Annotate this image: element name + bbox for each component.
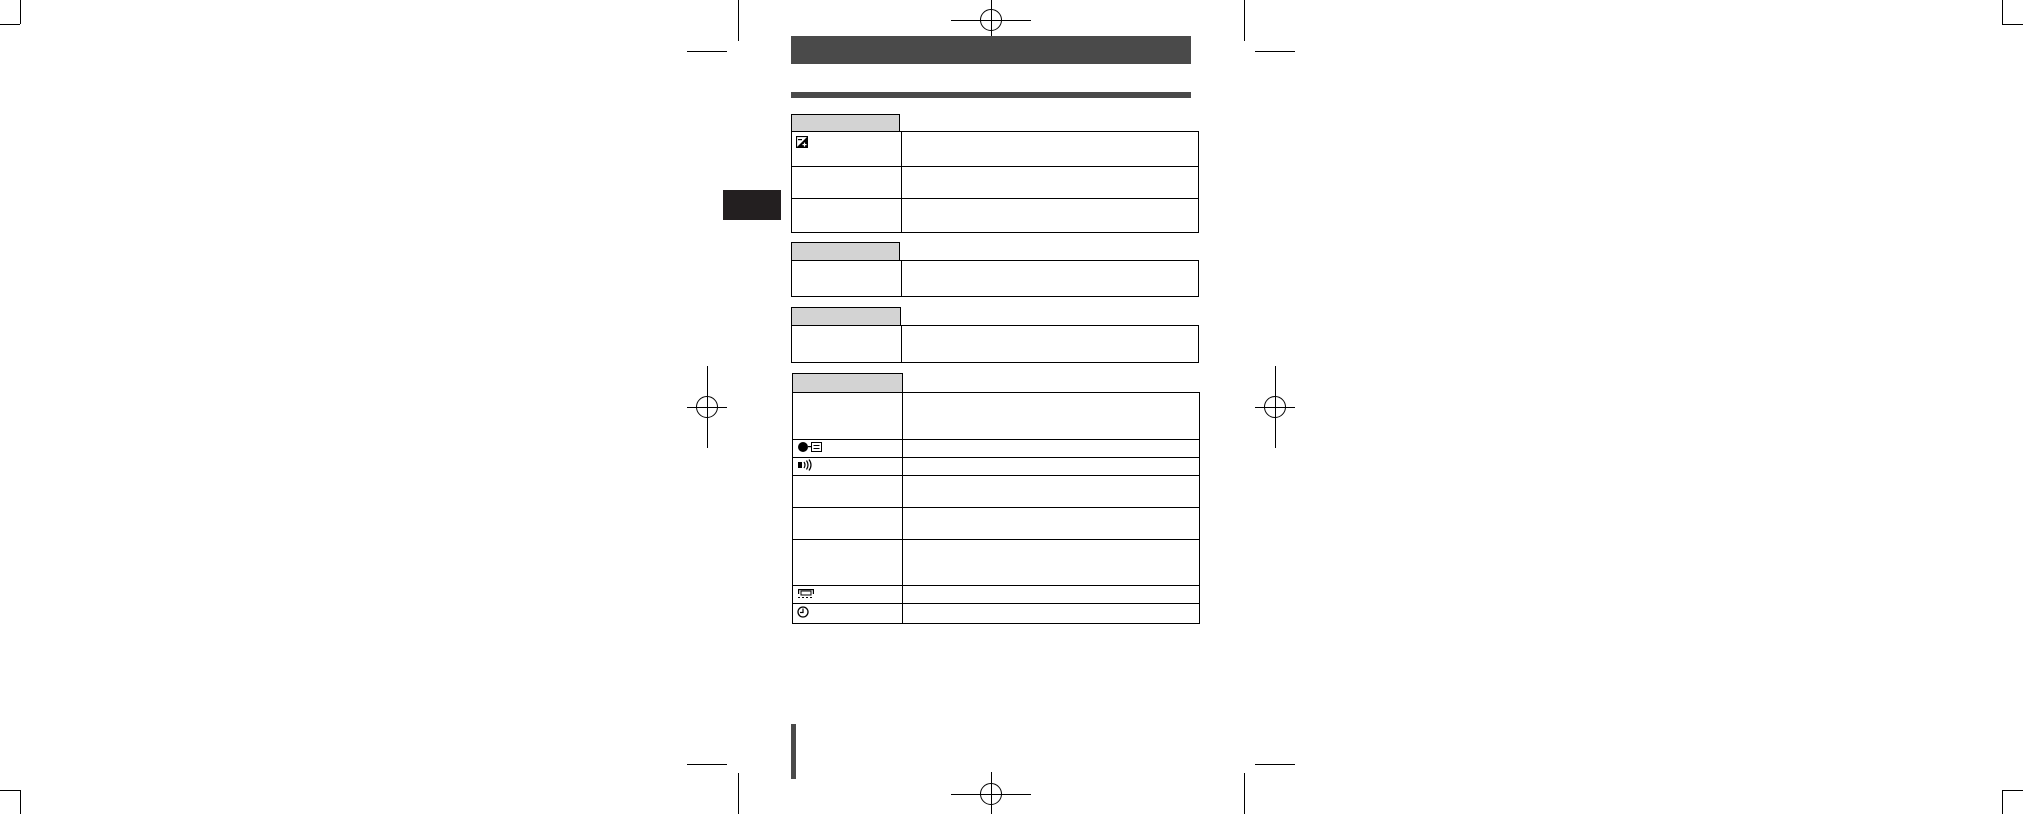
group-table-1	[791, 131, 1199, 233]
page-header-bar	[791, 36, 1191, 64]
table-row	[793, 508, 1200, 540]
table-row	[792, 261, 1199, 297]
table-cell-label	[792, 326, 902, 363]
clock-icon	[797, 606, 809, 621]
record-view-icon	[797, 441, 823, 456]
table-row	[793, 604, 1200, 624]
table-cell-label	[793, 586, 903, 604]
table-cell-label	[792, 199, 902, 233]
table-cell-label	[793, 440, 903, 458]
table-cell-description	[903, 458, 1200, 476]
table-cell-label	[792, 167, 902, 199]
table-row	[793, 440, 1200, 458]
table-cell-label	[793, 393, 903, 440]
table-row	[793, 540, 1200, 586]
group-tab-2	[791, 242, 900, 261]
table-row	[793, 458, 1200, 476]
table-cell-label	[793, 476, 903, 508]
table-cell-description	[903, 393, 1200, 440]
screen-size-icon	[797, 587, 815, 602]
table-row	[792, 326, 1199, 363]
table-cell-description	[902, 132, 1199, 167]
table-row	[792, 199, 1199, 233]
table-cell-description	[903, 540, 1200, 586]
table-cell-description	[903, 508, 1200, 540]
group-tab-1	[791, 114, 900, 132]
table-cell-description	[902, 167, 1199, 199]
beep-sound-icon	[797, 459, 813, 474]
table-row	[793, 393, 1200, 440]
table-cell-label	[793, 604, 903, 624]
exposure-compensation-icon	[796, 136, 808, 151]
registration-mark-bottom	[951, 772, 1031, 814]
registration-mark-left	[687, 366, 727, 448]
table-row	[793, 586, 1200, 604]
group-table-2	[791, 260, 1199, 297]
table-cell-label	[793, 458, 903, 476]
group-table-4	[792, 392, 1200, 624]
registration-mark-right	[1255, 366, 1295, 448]
section-title-rule	[791, 92, 1191, 98]
group-table-3	[791, 325, 1199, 363]
table-row	[792, 132, 1199, 167]
chapter-side-tab	[723, 190, 781, 220]
table-row	[792, 167, 1199, 199]
table-cell-description	[902, 326, 1199, 363]
group-tab-4	[792, 373, 903, 393]
page-footer-bar	[791, 724, 796, 779]
table-cell-description	[903, 440, 1200, 458]
table-cell-label	[793, 540, 903, 586]
group-tab-3	[791, 307, 901, 326]
table-cell-label	[792, 261, 902, 297]
table-cell-description	[902, 261, 1199, 297]
table-cell-description	[902, 199, 1199, 233]
table-cell-description	[903, 604, 1200, 624]
table-cell-label	[792, 132, 902, 167]
table-row	[793, 476, 1200, 508]
table-cell-description	[903, 586, 1200, 604]
table-cell-description	[903, 476, 1200, 508]
table-cell-label	[793, 508, 903, 540]
